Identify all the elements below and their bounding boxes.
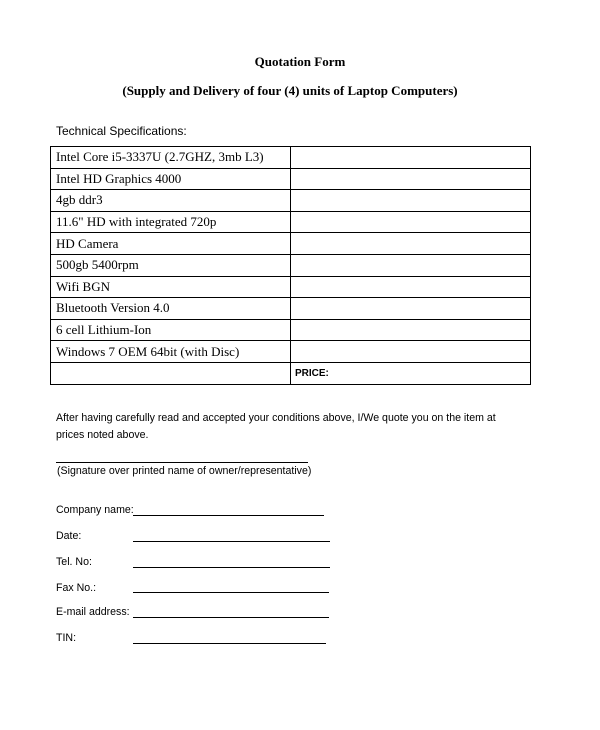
spec-value-cell[interactable] xyxy=(291,211,531,233)
spec-value-cell[interactable] xyxy=(291,233,531,255)
date-line[interactable] xyxy=(133,541,330,542)
specs-table xyxy=(50,146,531,385)
spec-cell: 6 cell Lithium-Ion xyxy=(51,319,291,341)
table-row xyxy=(51,147,531,169)
fax-line[interactable] xyxy=(133,592,329,593)
spec-cell: Intel HD Graphics 4000 xyxy=(51,168,291,190)
spec-cell: 4gb ddr3 xyxy=(51,190,291,212)
spec-value-cell[interactable] xyxy=(291,319,531,341)
tel-label: Tel. No: xyxy=(56,556,92,568)
spec-cell: 500gb 5400rpm xyxy=(51,254,291,276)
spec-cell: Intel Core i5-3337U (2.7GHZ, 3mb L3) xyxy=(51,147,291,169)
spec-cell: Bluetooth Version 4.0 xyxy=(51,298,291,320)
spec-value-cell[interactable] xyxy=(291,276,531,298)
table-row xyxy=(51,298,531,320)
spec-value-cell[interactable] xyxy=(291,254,531,276)
tel-line[interactable] xyxy=(133,567,330,568)
table-row xyxy=(51,190,531,212)
price-blank-cell xyxy=(51,362,291,384)
tin-label: TIN: xyxy=(56,632,77,644)
table-row xyxy=(51,211,531,233)
tin-line[interactable] xyxy=(133,643,326,644)
email-line[interactable] xyxy=(133,617,329,618)
table-row xyxy=(51,341,531,363)
date-label: Date: xyxy=(56,530,82,542)
table-row xyxy=(51,168,531,190)
fax-label: Fax No.: xyxy=(56,582,97,594)
quote-statement: After having carefully read and accepted your conditions above, I/We quote you on the item at prices noted above. xyxy=(56,412,496,441)
spec-value-cell[interactable] xyxy=(291,298,531,320)
signature-line[interactable] xyxy=(56,462,308,463)
table-row xyxy=(51,319,531,341)
spec-cell: HD Camera xyxy=(51,233,291,255)
price-row xyxy=(51,362,531,384)
table-row xyxy=(51,233,531,255)
company-name-line[interactable] xyxy=(133,515,324,516)
email-label: E-mail address: xyxy=(56,606,130,618)
spec-cell: 11.6" HD with integrated 720p xyxy=(51,211,291,233)
spec-value-cell[interactable] xyxy=(291,341,531,363)
page-title: Quotation Form xyxy=(254,54,346,69)
signature-caption: (Signature over printed name of owner/representative) xyxy=(57,465,312,477)
spec-cell: Wifi BGN xyxy=(51,276,291,298)
spec-cell: Windows 7 OEM 64bit (with Disc) xyxy=(51,341,291,363)
table-row xyxy=(51,254,531,276)
table-row xyxy=(51,276,531,298)
spec-value-cell[interactable] xyxy=(291,147,531,169)
spec-value-cell[interactable] xyxy=(291,168,531,190)
spec-value-cell[interactable] xyxy=(291,190,531,212)
company-name-label: Company name: xyxy=(56,504,134,516)
specs-heading: Technical Specifications: xyxy=(56,124,187,138)
price-label[interactable]: PRICE: xyxy=(291,362,531,384)
page-subtitle: (Supply and Delivery of four (4) units of Laptop Computers) xyxy=(122,83,458,98)
